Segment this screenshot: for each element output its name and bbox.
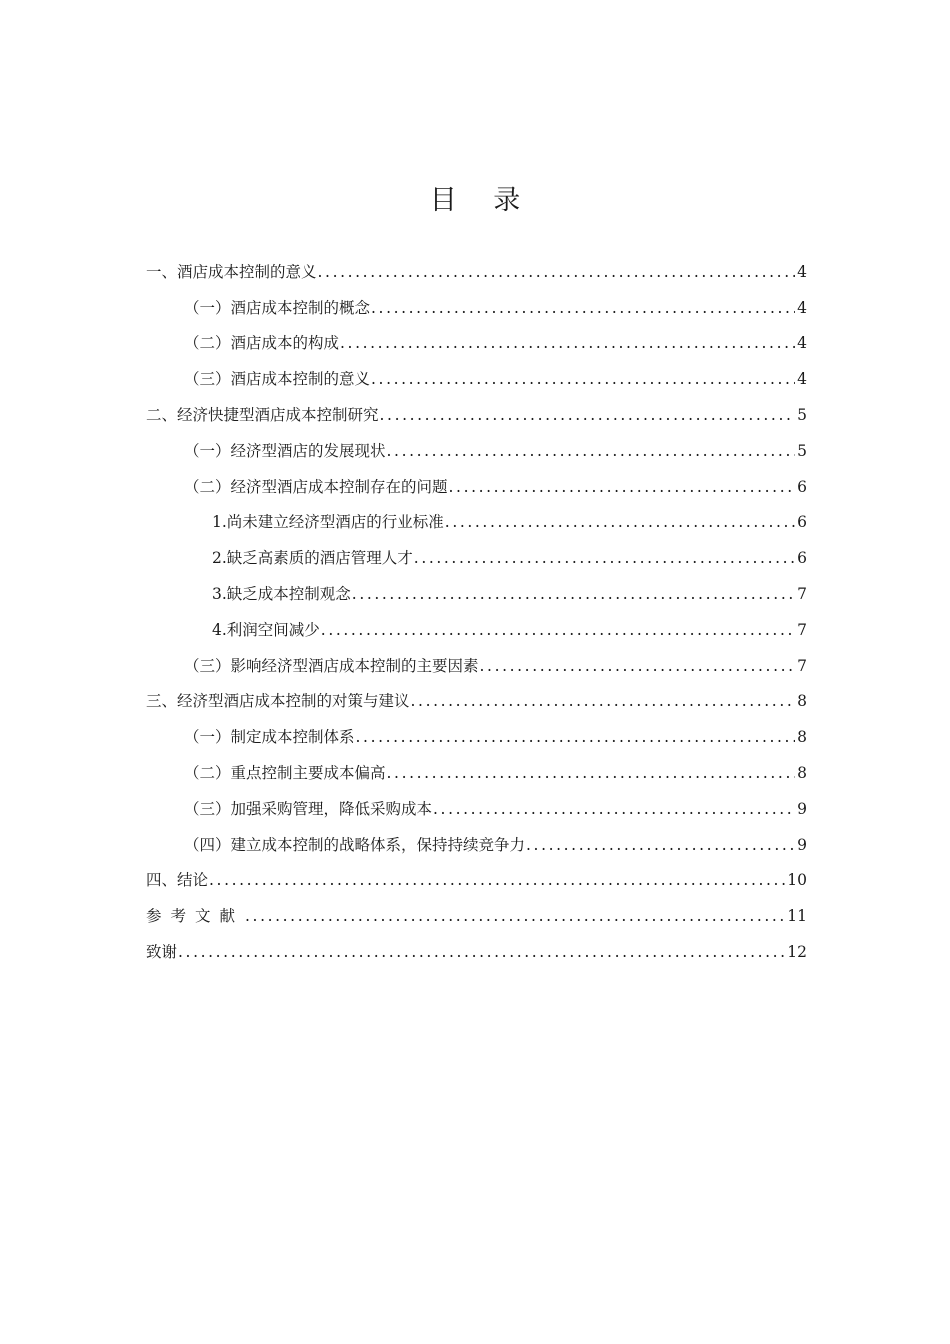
toc-entry-text: （三）影响经济型酒店成本控制的主要因素 — [184, 656, 479, 675]
toc-page-number: 5 — [797, 441, 807, 460]
toc-dot-leader — [356, 727, 796, 747]
toc-page-number: 6 — [797, 477, 807, 496]
toc-page-number: 7 — [797, 620, 807, 639]
toc-page-number: 6 — [797, 513, 807, 532]
table-of-contents — [146, 252, 807, 968]
toc-entry-text: 4.利润空间减少 — [212, 620, 320, 639]
toc-page-number: 5 — [797, 405, 807, 424]
toc-entry[interactable] — [146, 717, 807, 753]
toc-page-number: 4 — [797, 262, 807, 281]
toc-dot-leader — [445, 512, 795, 532]
toc-dot-leader — [526, 835, 795, 855]
toc-dot-leader — [387, 763, 796, 783]
toc-entry-text: 参考文献 — [146, 907, 245, 926]
toc-entry[interactable] — [146, 861, 807, 897]
toc-entry-text: （一）酒店成本控制的概念 — [184, 298, 371, 317]
toc-page-number: 7 — [797, 656, 807, 675]
toc-dot-leader — [318, 262, 796, 282]
toc-entry[interactable] — [146, 359, 807, 395]
toc-page-number: 8 — [797, 728, 807, 747]
toc-dot-leader — [387, 441, 796, 461]
toc-entry-text: （二）经济型酒店成本控制存在的问题 — [184, 477, 448, 496]
toc-entry-text: （四）建立成本控制的战略体系，保持持续竞争力 — [184, 835, 526, 854]
toc-entry[interactable] — [146, 789, 807, 825]
toc-entry[interactable] — [146, 431, 807, 467]
toc-dot-leader — [433, 799, 795, 819]
toc-dot-leader — [352, 584, 795, 604]
toc-entry[interactable] — [146, 503, 807, 539]
toc-dot-leader — [480, 656, 796, 676]
toc-entry[interactable] — [146, 467, 807, 503]
toc-dot-leader — [178, 942, 785, 962]
toc-page-number: 8 — [797, 692, 807, 711]
toc-entry-text: 三、经济型酒店成本控制的对策与建议 — [146, 692, 410, 711]
toc-page-number: 4 — [797, 334, 807, 353]
toc-entry[interactable] — [146, 395, 807, 431]
toc-dot-leader — [411, 691, 796, 711]
toc-entry[interactable] — [146, 574, 807, 610]
toc-page-number: 10 — [787, 871, 807, 890]
toc-dot-leader — [245, 906, 785, 926]
toc-entry[interactable] — [146, 825, 807, 861]
toc-entry-text: 3.缺乏成本控制观念 — [212, 584, 351, 603]
toc-entry[interactable] — [146, 896, 807, 932]
toc-page-number: 6 — [797, 549, 807, 568]
toc-entry-text: （二）重点控制主要成本偏高 — [184, 763, 386, 782]
toc-entry[interactable] — [146, 753, 807, 789]
toc-entry[interactable] — [146, 324, 807, 360]
toc-page-number: 9 — [797, 835, 807, 854]
toc-entry[interactable] — [146, 538, 807, 574]
toc-entry[interactable] — [146, 610, 807, 646]
toc-dot-leader — [414, 548, 795, 568]
toc-entry-text: 一、酒店成本控制的意义 — [146, 262, 317, 281]
toc-entry-text: （三）加强采购管理，降低采购成本 — [184, 799, 433, 818]
toc-page-number: 12 — [787, 942, 807, 961]
toc-page-number: 8 — [797, 763, 807, 782]
toc-dot-leader — [380, 405, 796, 425]
toc-page-number: 11 — [787, 907, 807, 926]
toc-entry-text: （一）经济型酒店的发展现状 — [184, 441, 386, 460]
toc-entry-text: （一）制定成本控制体系 — [184, 728, 355, 747]
toc-entry[interactable] — [146, 252, 807, 288]
toc-entry-text: 四、结论 — [146, 871, 209, 890]
toc-page-number: 7 — [797, 584, 807, 603]
toc-entry-text: （三）酒店成本控制的意义 — [184, 370, 371, 389]
toc-dot-leader — [321, 620, 795, 640]
toc-entry-text: 致谢 — [146, 942, 178, 961]
toc-entry[interactable] — [146, 288, 807, 324]
toc-page-number: 4 — [797, 298, 807, 317]
toc-entry-text: 1.尚未建立经济型酒店的行业标准 — [212, 513, 444, 532]
toc-dot-leader — [449, 477, 796, 497]
toc-entry[interactable] — [146, 932, 807, 968]
toc-entry-text: 2.缺乏高素质的酒店管理人才 — [212, 549, 413, 568]
toc-dot-leader — [371, 298, 795, 318]
toc-entry[interactable] — [146, 646, 807, 682]
toc-dot-leader — [340, 333, 795, 353]
toc-entry-text: 二、经济快捷型酒店成本控制研究 — [146, 405, 379, 424]
toc-page-number: 4 — [797, 370, 807, 389]
toc-title: 目 录 — [429, 185, 535, 216]
toc-dot-leader — [209, 870, 785, 890]
toc-entry-text: （二）酒店成本的构成 — [184, 334, 340, 353]
toc-page-number: 9 — [797, 799, 807, 818]
toc-dot-leader — [371, 369, 795, 389]
toc-entry[interactable] — [146, 682, 807, 718]
